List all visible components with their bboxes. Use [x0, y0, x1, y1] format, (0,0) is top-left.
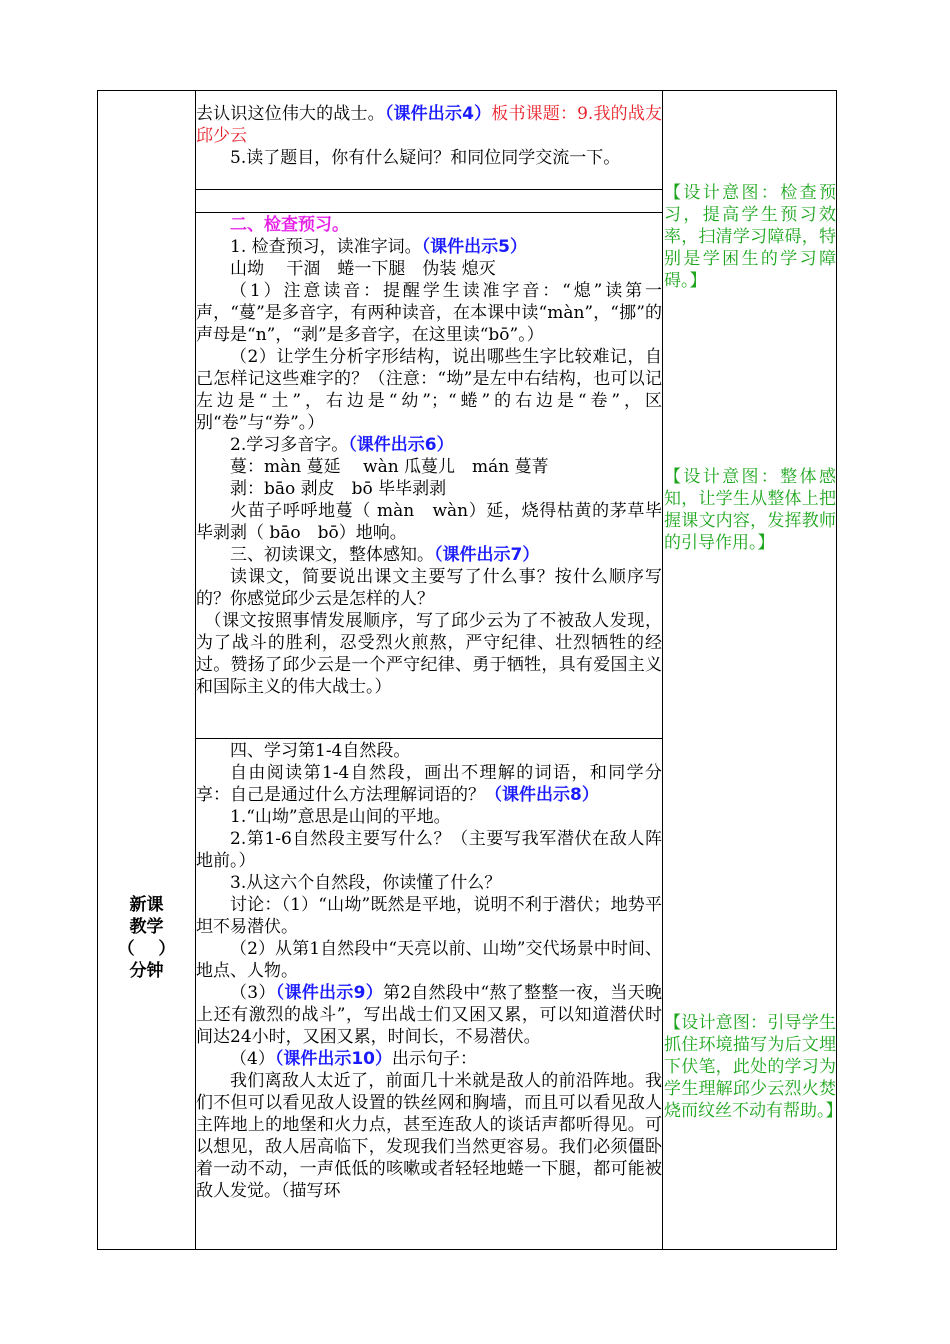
design-intent-note: 【设计意图：检查预习，提高学生预习效率，扫清学习障碍，特别是学困生的学习障碍。】	[664, 183, 836, 291]
vocab-list: 山坳 干涸 蜷一下腿 伪装 熄灭	[230, 259, 496, 279]
section-heading: 二、检查预习。	[230, 215, 349, 235]
label-line: 新课	[129, 895, 164, 915]
paragraph	[196, 762, 662, 806]
paragraph: 1.“山坳”意思是山间的平地。	[230, 807, 451, 827]
section-label	[98, 894, 195, 982]
paragraph	[196, 544, 662, 566]
paragraph: 火苗子呼呼地蔓（ màn wàn）延，烧得枯黄的茅草毕毕剥剥（ bāo bō）地响。	[196, 501, 662, 543]
paragraph: 3.从这六个自然段，你读懂了什么？	[230, 873, 502, 893]
text: 1. 检查预习，读准字词。	[230, 237, 422, 257]
paragraph	[196, 434, 662, 456]
text: 自由阅读第1-4自然段，画出不理解的词语，和同学分享：自己是通过什么方法理解词语的？	[196, 763, 662, 805]
courseware-ref: （课件出示9）	[275, 983, 383, 1003]
text: 三、初读课文，整体感知。	[230, 545, 434, 565]
paragraph	[196, 982, 662, 1048]
paragraph: 读课文，简要说出课文主要写了什么事？按什么顺序写的？你感觉邱少云是怎样的人？	[196, 567, 662, 609]
courseware-ref: （课件出示7）	[434, 545, 540, 565]
intro-block	[196, 103, 662, 169]
paragraph: 蔓：màn 蔓延 wàn 瓜蔓儿 mán 蔓菁	[230, 457, 549, 477]
paragraph: （2）让学生分析字形结构，说出哪些生字比较难记，自己怎样记这些难字的？（注意：“坳”是左中右结构，也可以记左边是“土”，右边是“幼”；“蜷”的右边是“卷”，区别“卷”与“券”。）	[196, 347, 662, 433]
paragraph	[196, 236, 662, 258]
text: （4）	[230, 1049, 275, 1069]
design-intent-note: 【设计意图：引导学生抓住环境描写为后文埋下伏笔，此处的学习为学生理解邱少云烈火焚烧而纹丝不动有帮助。】	[664, 1013, 843, 1121]
paragraph	[196, 103, 662, 147]
row-divider	[196, 212, 663, 213]
label-line: 分钟	[129, 961, 164, 981]
paragraph: 四、学习第1-4自然段。	[230, 741, 411, 761]
text: 第2自然段中“熬了整整一夜，当天晚上还有激烈的战斗”，写出战士们又困又累，可以知道潜伏时间达24小时，又困又累，时间长，不易潜伏。	[196, 983, 662, 1047]
courseware-ref: （课件出示10）	[274, 1049, 392, 1069]
label-line: 教学	[129, 917, 164, 937]
courseware-ref: （课件出示5）	[421, 237, 527, 257]
courseware-ref: （课件出示6）	[348, 435, 454, 455]
text: 2.学习多音字。	[230, 435, 349, 455]
preview-check-block	[196, 214, 662, 698]
paragraph: 剥：bāo 剥皮 bō 毕毕剥剥	[230, 479, 447, 499]
paragraph: （课文按照事情发展顺序，写了邱少云为了不被敌人发现，为了战斗的胜利，忍受烈火煎熬，严守纪律、壮烈牺牲的经过。赞扬了邱少云是一个严守纪律、勇于牺牲，具有爱国主义和国际主义的伟大战士。）	[196, 611, 662, 697]
row-divider	[196, 738, 663, 739]
paragraph: （1）注意读音：提醒学生读准字音：“熄”读第一声，“蔓”是多音字，有两种读音，在本课中读“màn”，“挪”的声母是“n”，“剥”是多音字，在这里读“bō”。）	[196, 281, 662, 345]
paragraph: 我们离敌人太近了，前面几十米就是敌人的前沿阵地。我们不但可以看见敌人设置的铁丝网和胸墙，而且可以看见敌人主阵地上的地堡和火力点，甚至连敌人的谈话声都听得见。可以想见，敌人居高临下，发现我们当然更容易。我们必须僵卧着一动不动，一声低低的咳嗽或者轻轻地蜷一下腿，都可能被敌人发觉。（描写环	[196, 1071, 662, 1201]
text: 去认识这位伟大的战士。	[196, 104, 385, 124]
paragraph	[196, 1048, 662, 1070]
paragraph: （2）从第1自然段中“天亮以前、山坳”交代场景中时间、地点、人物。	[196, 939, 662, 981]
board-title: 板书课题：9.我的战友邱少云	[196, 104, 662, 146]
paragraph: 5.读了题目，你有什么疑问？和同位同学交流一下。	[230, 148, 621, 168]
text: 出示句子：	[392, 1049, 477, 1069]
courseware-ref: （课件出示4）	[384, 104, 492, 124]
column-divider	[662, 91, 663, 1249]
paragraph: 2.第1-6自然段主要写什么？（主要写我军潜伏在敌人阵地前。）	[196, 829, 662, 871]
paragraph-study-block	[196, 740, 662, 1202]
text: （3）	[230, 983, 276, 1003]
courseware-ref: （课件出示8）	[485, 785, 599, 805]
design-intent-note: 【设计意图：整体感知，让学生从整体上把握课文内容，发挥教师的引导作用。】	[664, 467, 836, 553]
label-line: （ ）	[117, 939, 176, 959]
paragraph: 讨论：（1）“山坳”既然是平地，说明不利于潜伏；地势平坦不易潜伏。	[196, 895, 662, 937]
row-divider	[196, 189, 663, 190]
lesson-plan-table	[97, 90, 843, 1250]
